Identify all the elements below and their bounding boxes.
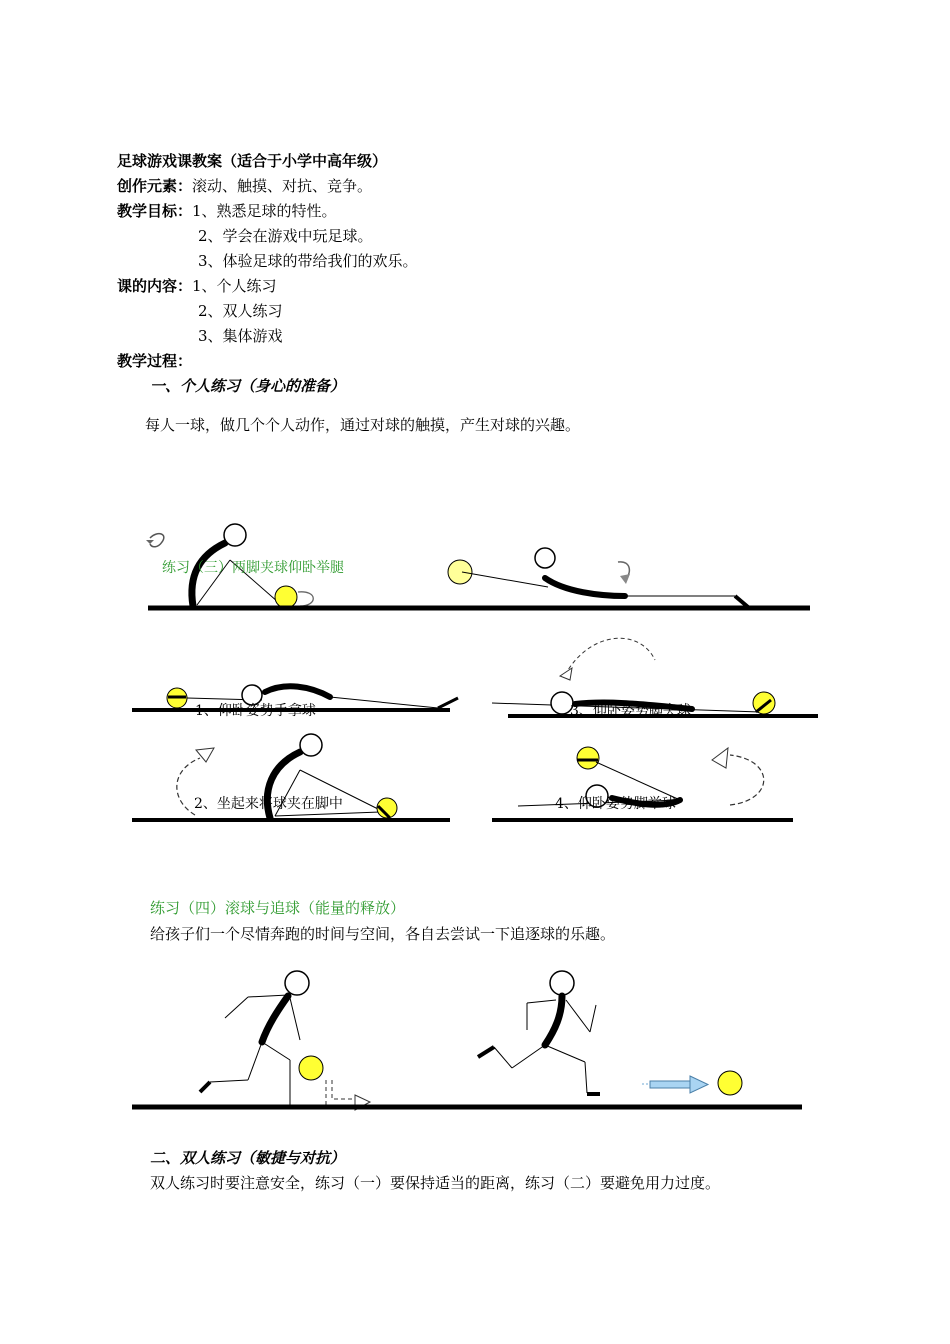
section1-intro: 每人一球，做几个个人动作，通过对球的触摸，产生对球的兴趣。 <box>145 416 581 434</box>
section1-heading: 一、个人练习（身心的准备） <box>150 377 346 395</box>
goal-item: 2、学会在游戏中玩足球。 <box>198 227 373 245</box>
runner-one <box>200 971 370 1110</box>
step2-caption: 2、坐起来将球夹在脚中 <box>194 796 343 812</box>
content-item: 2、双人练习 <box>198 302 283 320</box>
content-item: 3、集体游戏 <box>198 327 283 345</box>
doc-title: 足球游戏课教案（适合于小学中高年级） <box>117 152 388 170</box>
exercise3-caption: 练习（三）两脚夹球仰卧举腿 <box>162 560 344 576</box>
goals-label: 教学目标： <box>117 202 193 220</box>
step3-caption: 3、仰卧姿势脚夹球 <box>570 703 691 719</box>
exercise4-figure <box>0 960 950 1120</box>
elements-value: 滚动、触摸、对抗、竞争。 <box>192 177 373 195</box>
runner-two <box>478 971 600 1094</box>
elements-label: 创作元素： <box>117 177 193 195</box>
elements-line <box>117 176 372 196</box>
process-label: 教学过程： <box>117 352 193 370</box>
goal-item: 1、熟悉足球的特性。 <box>192 202 337 220</box>
goal-item: 3、体验足球的带给我们的欢乐。 <box>198 252 418 270</box>
step1-caption: 1、仰卧姿势手拿球 <box>195 703 316 719</box>
goals-line <box>117 201 337 221</box>
exercise3-figure <box>0 500 950 840</box>
exercise4-text: 给孩子们一个尽情奔跑的时间与空间，各自去尝试一下追逐球的乐趣。 <box>150 925 616 943</box>
content-item: 1、个人练习 <box>192 277 277 295</box>
rolling-ball <box>642 1071 742 1095</box>
step4-caption: 4、仰卧姿势脚举球 <box>555 796 676 812</box>
section2-heading: 二、双人练习（敏捷与对抗） <box>150 1149 346 1167</box>
section2-text: 双人练习时要注意安全，练习（一）要保持适当的距离，练习（二）要避免用力过度。 <box>150 1174 721 1192</box>
exercise4-heading: 练习（四）滚球与追球（能量的释放） <box>150 899 406 917</box>
content-line <box>117 276 277 296</box>
content-label: 课的内容： <box>117 277 193 295</box>
